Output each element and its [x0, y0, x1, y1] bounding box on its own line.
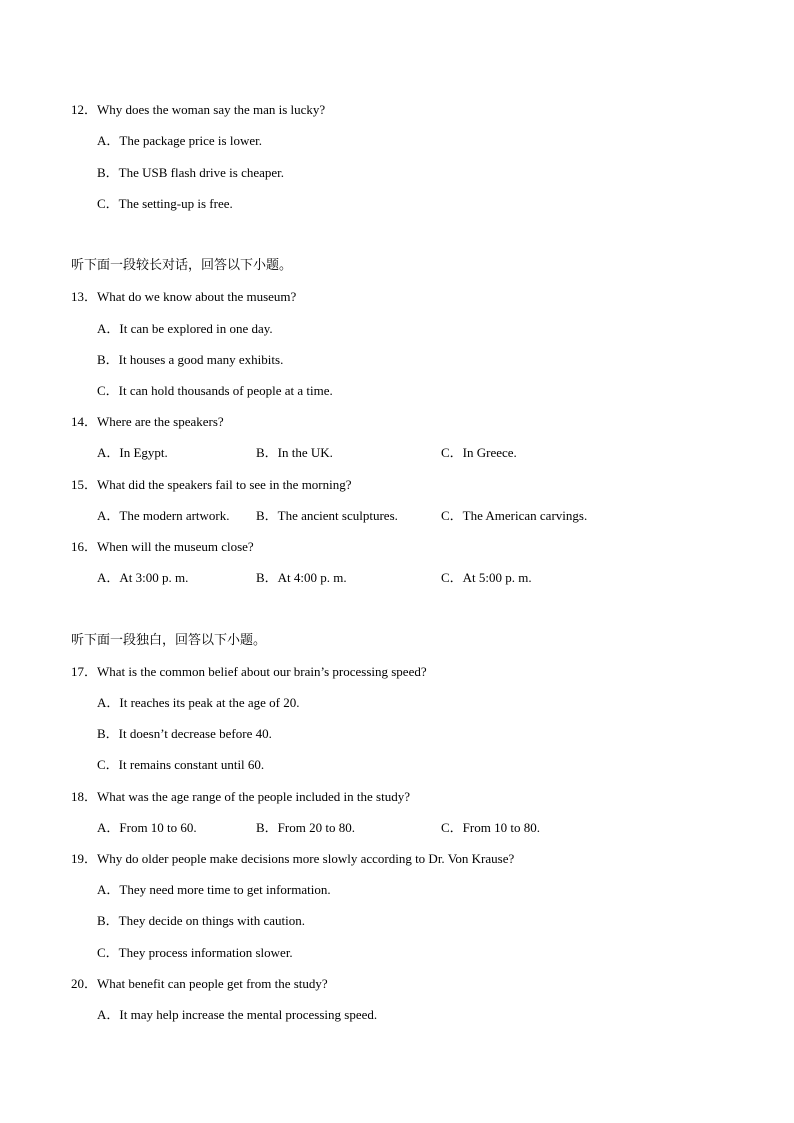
option-label: A．	[97, 695, 120, 710]
question-number: 18．	[71, 789, 98, 804]
option-label: B．	[256, 445, 278, 460]
section-instruction: 听下面一段较长对话，回答以下小题。	[71, 258, 293, 273]
option-label: C．	[441, 445, 463, 460]
question-text: When will the museum close?	[97, 539, 254, 554]
option-20-a	[97, 1007, 377, 1023]
option-label: A．	[97, 882, 120, 897]
option-label: C．	[97, 757, 119, 772]
question-17	[71, 664, 427, 680]
option-label: C．	[97, 383, 119, 398]
option-15-b	[256, 508, 398, 524]
option-text: It can be explored in one day.	[119, 321, 273, 336]
option-text: They decide on things with caution.	[118, 913, 305, 928]
option-text: From 10 to 60.	[119, 820, 197, 835]
option-label: C．	[441, 570, 463, 585]
option-label: A．	[97, 820, 120, 835]
question-text: What is the common belief about our brain’s processing speed?	[97, 664, 427, 679]
question-text: What was the age range of the people included in the study?	[97, 789, 410, 804]
option-text: From 20 to 80.	[277, 820, 355, 835]
question-number: 16．	[71, 539, 98, 554]
option-text: From 10 to 80.	[462, 820, 540, 835]
question-12	[71, 102, 325, 118]
option-15-c	[441, 508, 587, 524]
option-label: B．	[97, 913, 119, 928]
option-text: They need more time to get information.	[119, 882, 331, 897]
option-text: They process information slower.	[118, 945, 293, 960]
option-label: A．	[97, 1007, 120, 1022]
question-text: Where are the speakers?	[97, 414, 224, 429]
question-text: Why does the woman say the man is lucky?	[97, 102, 326, 117]
option-label: B．	[256, 820, 278, 835]
question-15	[71, 477, 352, 493]
option-text: At 3:00 p. m.	[119, 570, 189, 585]
option-label: B．	[97, 165, 119, 180]
option-text: It reaches its peak at the age of 20.	[119, 695, 300, 710]
option-18-a	[97, 820, 197, 836]
option-12-c	[97, 196, 233, 212]
question-text: What do we know about the museum?	[97, 289, 297, 304]
option-text: The modern artwork.	[119, 508, 230, 523]
option-label: A．	[97, 445, 120, 460]
option-label: B．	[256, 570, 278, 585]
option-17-b	[97, 726, 272, 742]
option-19-b	[97, 913, 305, 929]
option-text: In the UK.	[277, 445, 333, 460]
option-label: C．	[97, 945, 119, 960]
option-16-a	[97, 570, 188, 586]
question-number: 17．	[71, 664, 98, 679]
question-text: What benefit can people get from the study?	[97, 976, 328, 991]
question-20	[71, 976, 328, 992]
option-14-b	[256, 445, 333, 461]
question-16	[71, 539, 254, 555]
question-number: 20．	[71, 976, 98, 991]
option-text: In Egypt.	[119, 445, 168, 460]
question-number: 14．	[71, 414, 98, 429]
question-number: 13．	[71, 289, 98, 304]
option-label: C．	[441, 508, 463, 523]
option-label: B．	[97, 352, 119, 367]
option-17-c	[97, 757, 264, 773]
option-text: It may help increase the mental processing speed.	[119, 1007, 378, 1022]
option-12-b	[97, 165, 284, 181]
option-label: C．	[441, 820, 463, 835]
option-13-a	[97, 321, 273, 337]
option-15-a	[97, 508, 230, 524]
option-18-b	[256, 820, 355, 836]
question-13	[71, 289, 296, 305]
option-text: At 4:00 p. m.	[277, 570, 347, 585]
option-text: The package price is lower.	[119, 133, 262, 148]
option-19-c	[97, 945, 293, 961]
option-19-a	[97, 882, 331, 898]
option-14-c	[441, 445, 517, 461]
option-18-c	[441, 820, 540, 836]
option-text: It houses a good many exhibits.	[118, 352, 284, 367]
option-text: It can hold thousands of people at a time.	[118, 383, 333, 398]
option-text: The USB flash drive is cheaper.	[118, 165, 285, 180]
option-label: B．	[97, 726, 119, 741]
option-text: It doesn’t decrease before 40.	[118, 726, 272, 741]
option-label: A．	[97, 570, 120, 585]
option-label: A．	[97, 508, 120, 523]
option-text: The setting-up is free.	[118, 196, 233, 211]
section-instruction: 听下面一段独白，回答以下小题。	[71, 633, 267, 648]
option-text: In Greece.	[462, 445, 517, 460]
question-text: Why do older people make decisions more slowly according to Dr. Von Krause?	[97, 851, 515, 866]
option-14-a	[97, 445, 168, 461]
option-text: It remains constant until 60.	[118, 757, 265, 772]
question-text: What did the speakers fail to see in the morning?	[97, 477, 352, 492]
question-number: 15．	[71, 477, 98, 492]
question-number: 19．	[71, 851, 98, 866]
option-16-b	[256, 570, 347, 586]
option-label: A．	[97, 133, 120, 148]
question-18	[71, 789, 410, 805]
option-12-a	[97, 133, 262, 149]
option-text: The ancient sculptures.	[277, 508, 398, 523]
option-17-a	[97, 695, 300, 711]
question-14	[71, 414, 224, 430]
option-16-c	[441, 570, 532, 586]
question-19	[71, 851, 514, 867]
option-label: B．	[256, 508, 278, 523]
option-13-c	[97, 383, 333, 399]
question-number: 12．	[71, 102, 98, 117]
option-13-b	[97, 352, 283, 368]
option-label: C．	[97, 196, 119, 211]
option-text: At 5:00 p. m.	[462, 570, 532, 585]
option-label: A．	[97, 321, 120, 336]
option-text: The American carvings.	[462, 508, 588, 523]
